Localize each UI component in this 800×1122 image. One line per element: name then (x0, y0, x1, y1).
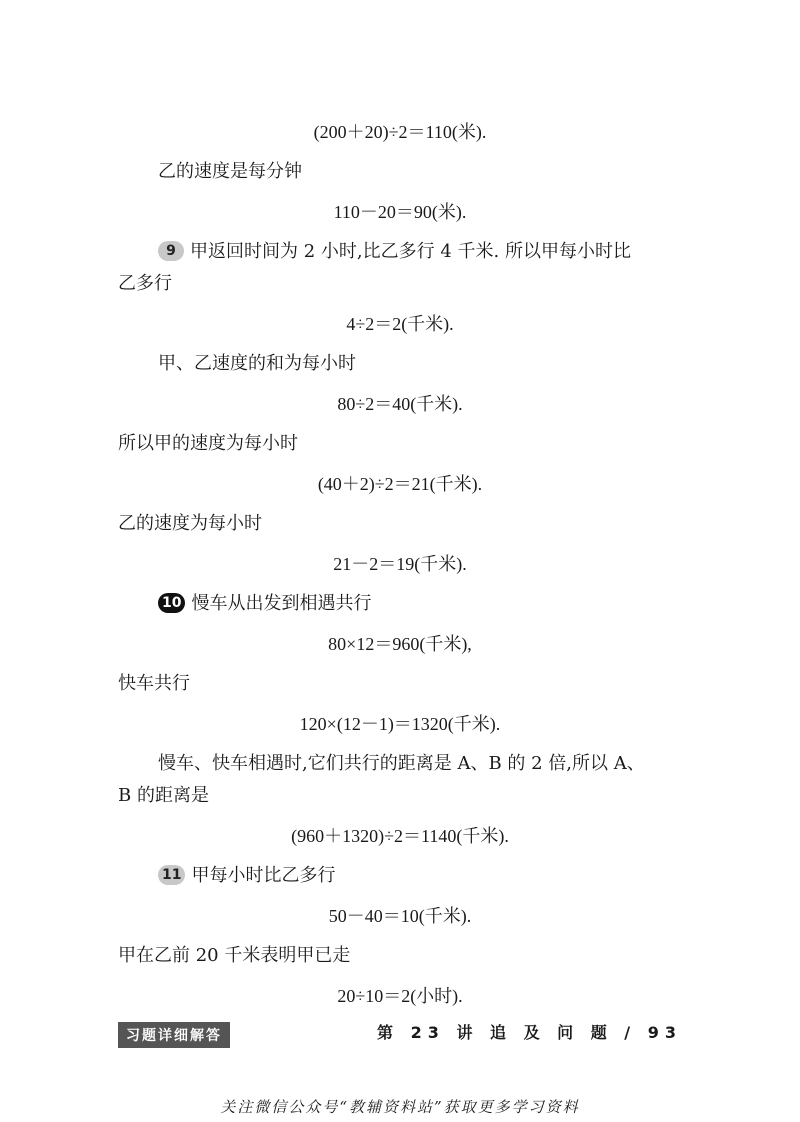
problem-number-badge: 9 (158, 241, 184, 261)
formula-line: (960＋1320)÷2＝1140(千米). (291, 826, 509, 846)
formula-line: (200＋20)÷2＝110(米). (313, 122, 487, 142)
text-line: 所以甲的速度为每小时 (118, 433, 298, 454)
formula-line: 120×(12－1)＝1320(千米). (299, 714, 501, 734)
text-line: 乙的速度为每小时 (118, 513, 262, 534)
formula-line: 110－20＝90(米). (333, 202, 467, 222)
problem-10-line (158, 590, 371, 618)
formula-line: 20÷10＝2(小时). (337, 986, 463, 1006)
section-tag: 习题详细解答 (118, 1022, 230, 1048)
formula-line: 50－40＝10(千米). (328, 906, 472, 926)
problem-number-badge: 10 (158, 593, 185, 613)
formula-line: 21－2＝19(千米). (333, 554, 467, 574)
text-line: 乙的速度是每分钟 (158, 161, 302, 182)
formula-line: 80÷2＝40(千米). (337, 394, 463, 414)
watermark-notice: 关注微信公众号“教辅资料站”获取更多学习资料 (220, 1098, 580, 1116)
text-line: B 的距离是 (118, 785, 209, 806)
text-line: 乙多行 (118, 273, 172, 294)
text-line: 甲返回时间为 2 小时,比乙多行 4 千米. 所以甲每小时比 (190, 241, 631, 262)
text-line: 慢车、快车相遇时,它们共行的距离是 A、B 的 2 倍,所以 A、 (158, 753, 645, 774)
problem-11-line (158, 862, 335, 890)
text-line: 甲、乙速度的和为每小时 (158, 353, 356, 374)
formula-line: 4÷2＝2(千米). (346, 314, 454, 334)
problem-9-line (158, 238, 631, 266)
text-line: 甲每小时比乙多行 (191, 865, 336, 886)
text-line: 甲在乙前 20 千米表明甲已走 (118, 945, 351, 966)
page-footer: 第 23 讲 追 及 问 题 / 93 (377, 1023, 682, 1042)
text-line: 快车共行 (118, 673, 190, 694)
text-line: 慢车从出发到相遇共行 (191, 593, 372, 614)
problem-number-badge: 11 (158, 865, 185, 885)
formula-line: (40＋2)÷2＝21(千米). (317, 474, 483, 494)
formula-line: 80×12＝960(千米), (328, 634, 472, 654)
